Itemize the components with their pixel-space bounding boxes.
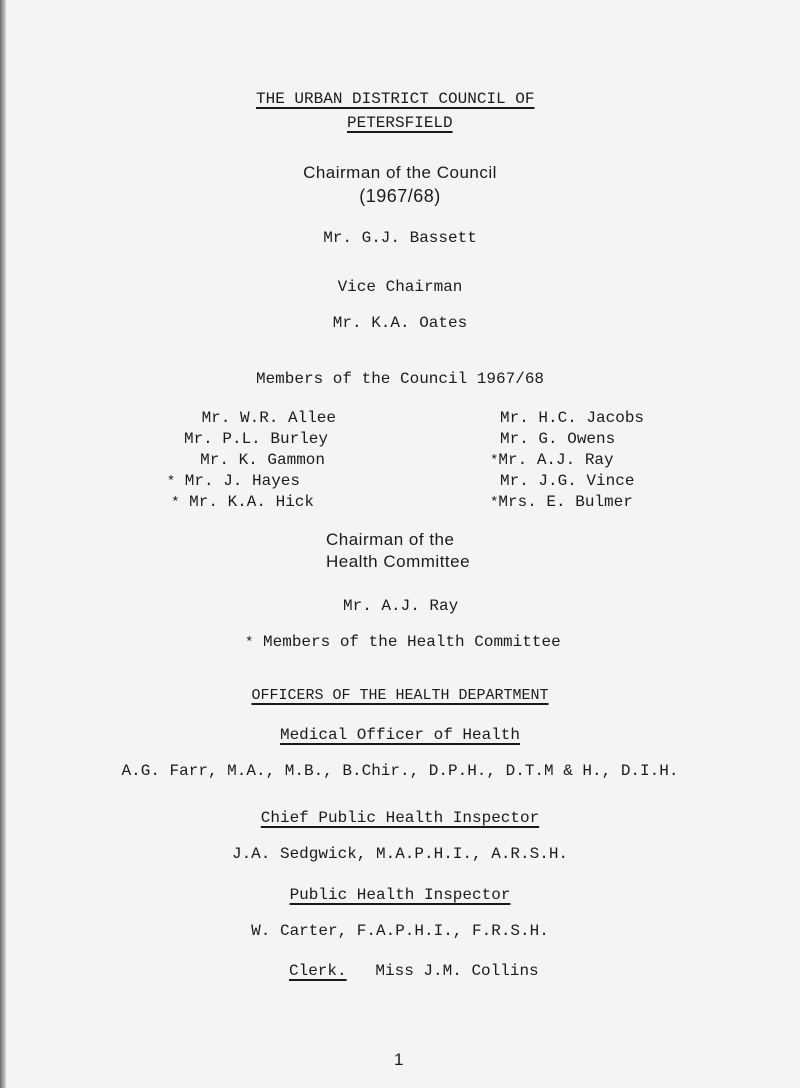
council-town: PETERSFIELD	[347, 114, 453, 132]
clerk-line	[289, 962, 539, 980]
health-committee-chairman-name: Mr. A.J. Ray	[343, 597, 459, 615]
phi-title: Public Health Inspector	[289, 886, 511, 904]
moh-name: A.G. Farr, M.A., M.B., B.Chir., D.P.H., D.T.M & H., D.I.H.	[121, 762, 679, 780]
vice-chairman-title: Vice Chairman	[337, 278, 463, 296]
moh-title: Medical Officer of Health	[279, 726, 521, 744]
officers-heading: OFFICERS OF THE HEALTH DEPARTMENT	[251, 687, 549, 704]
cphi-title: Chief Public Health Inspector	[260, 809, 540, 827]
member-right-4: Mr. J.G. Vince	[500, 472, 635, 490]
member-left-3: Mr. K. Gammon	[200, 451, 325, 469]
member-right-2: Mr. G. Owens	[500, 430, 616, 448]
members-heading: Members of the Council 1967/68	[255, 370, 545, 388]
health-committee-chairman-title-2: Health Committee	[326, 552, 471, 571]
member-right-1: Mr. H.C. Jacobs	[500, 409, 645, 427]
chairman-period: (1967/68)	[359, 186, 441, 206]
member-left-4: * Mr. J. Hayes	[166, 472, 300, 490]
page-number: 1	[394, 1050, 404, 1069]
member-left-1: Mr. W.R. Allee	[201, 409, 336, 427]
clerk-title: Clerk.	[289, 962, 347, 980]
chairman-title: Chairman of the Council	[303, 163, 497, 182]
chairman-name: Mr. G.J. Bassett	[323, 229, 477, 247]
member-right-5: *Mrs. E. Bulmer	[490, 493, 633, 511]
member-left-2: Mr. P.L. Burley	[183, 430, 328, 448]
vice-chairman-name: Mr. K.A. Oates	[332, 314, 468, 332]
member-right-3: *Mr. A.J. Ray	[490, 451, 614, 469]
clerk-name: Miss J.M. Collins	[375, 962, 539, 980]
health-committee-chairman-title-1: Chairman of the	[326, 530, 455, 549]
member-left-5: * Mr. K.A. Hick	[171, 493, 314, 511]
council-name: THE URBAN DISTRICT COUNCIL OF	[256, 90, 535, 108]
cphi-name: J.A. Sedgwick, M.A.P.H.I., A.R.S.H.	[231, 845, 569, 863]
health-committee-footnote: * Members of the Health Committee	[245, 633, 561, 651]
phi-name: W. Carter, F.A.P.H.I., F.R.S.H.	[251, 922, 549, 940]
